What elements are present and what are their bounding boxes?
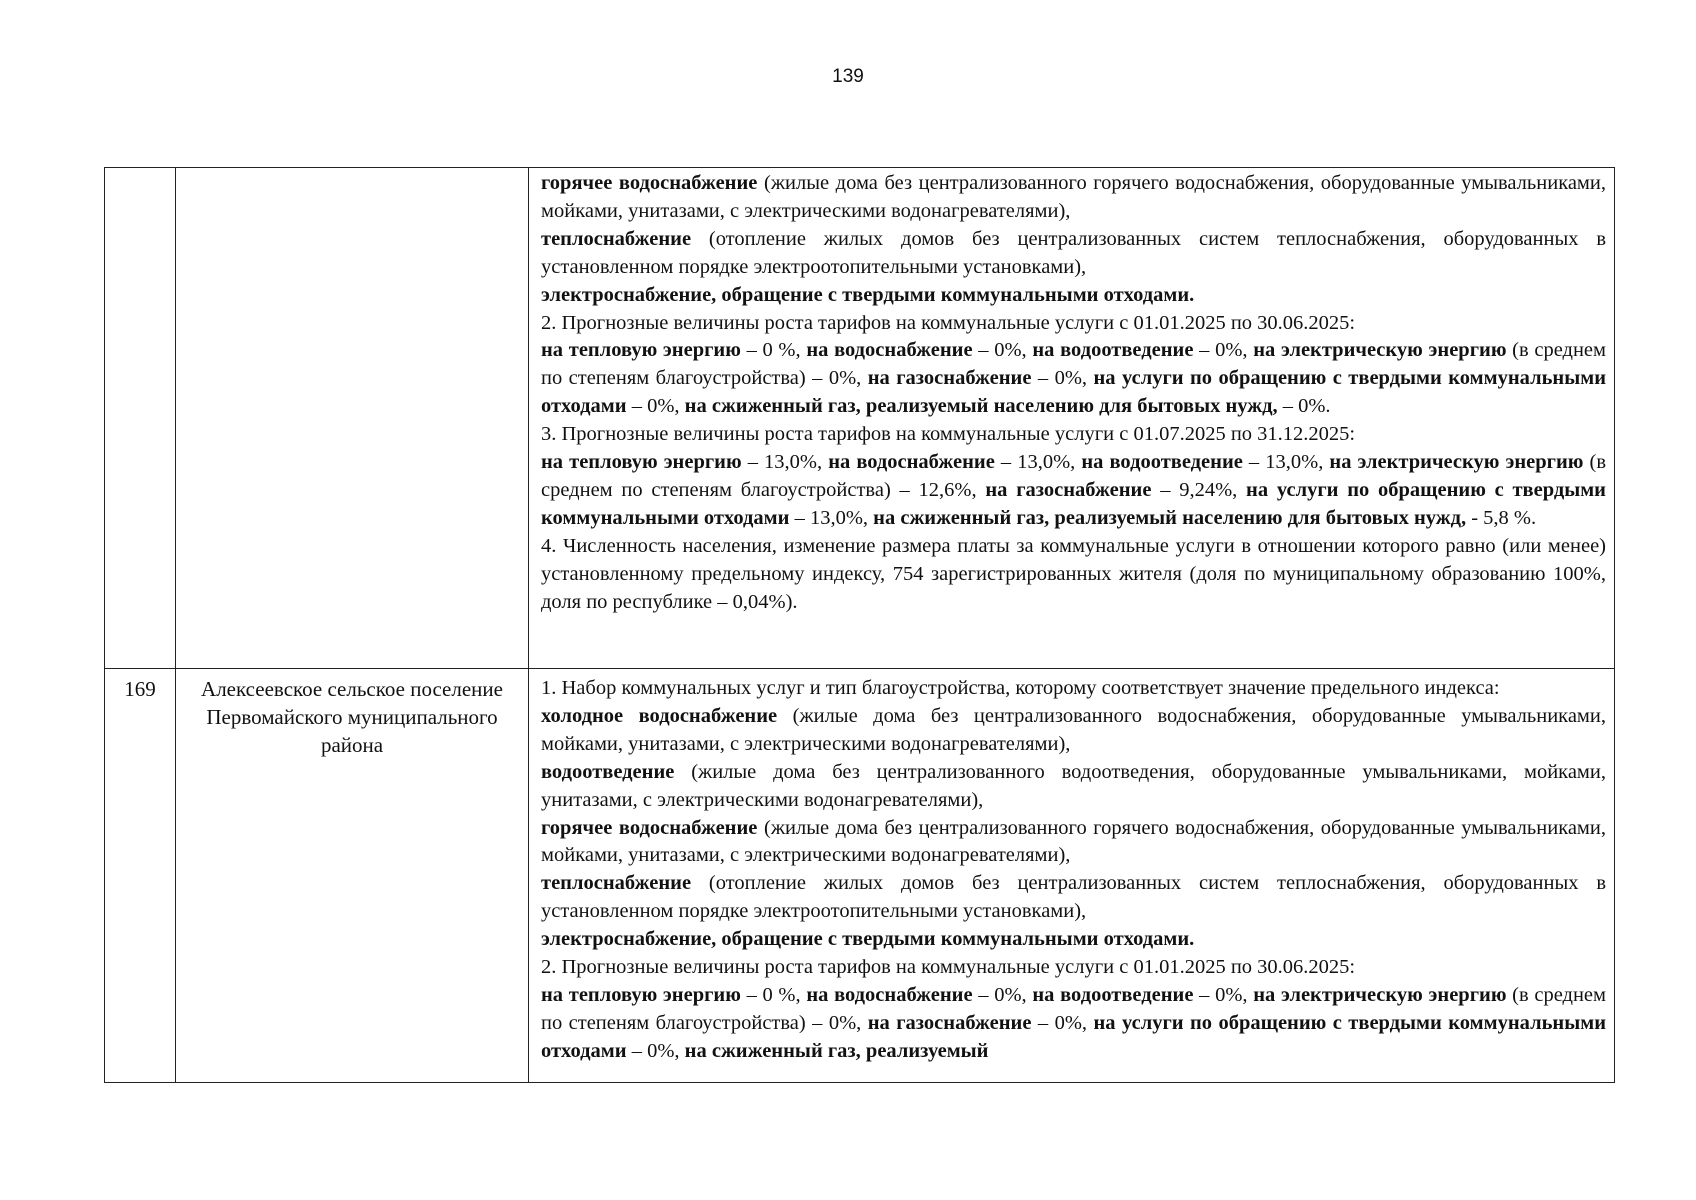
bold-text: на водоотведение [1032, 983, 1194, 1006]
description-paragraph [541, 533, 1606, 617]
page-number: 139 [832, 66, 864, 87]
description-paragraph [541, 759, 1606, 815]
text-run: – 0%, [1193, 983, 1254, 1006]
text-run: – 0%, [972, 339, 1033, 362]
tariff-table [104, 167, 1615, 1083]
text-run: 2. Прогнозные величины роста тарифов на коммунальные услуги с 01.01.2025 по 30.06.2025: [541, 311, 1356, 334]
text-run: (в среднем по степеням благоустройства) – 0%, [541, 983, 1606, 1034]
bold-text: водоотведение [541, 760, 675, 783]
bold-text: на электрическую энергию [1329, 451, 1584, 474]
bold-text: на сжиженный газ, реализуемый населению для бытовых нужд, [873, 506, 1467, 529]
bold-text: на водоснабжение [806, 339, 973, 362]
text-run: 2. Прогнозные величины роста тарифов на коммунальные услуги с 01.01.2025 по 30.06.2025: [541, 956, 1356, 979]
bold-text: на тепловую энергию [541, 451, 742, 474]
bold-text: на водоснабжение [806, 983, 973, 1006]
bold-text: электроснабжение, обращение с твердыми коммунальными отходами. [541, 928, 1195, 951]
bold-text: на сжиженный газ, реализуемый населению для бытовых нужд, [684, 395, 1278, 418]
text-run: – 13,0%, [741, 451, 829, 474]
text-run: – 0%, [626, 1039, 685, 1062]
bold-text: на услуги по обращению с твердыми коммунальными отходами [541, 367, 1607, 418]
text-run: (жилые дома без централизованного водоснабжения, оборудованные умывальниками, мойками, унитазами, с электрическими водонагревателями), [541, 704, 1606, 755]
text-run: 4. Численность населения, изменение размера платы за коммунальные услуги в отношении которого равно (или менее) установленному предельному индексу, 754 зарегистрированных жителя (доля по муниципальному образованию 100%, доля по республике – 0,04%). [541, 534, 1606, 613]
tariff-description [529, 669, 1615, 1083]
text-run: (в среднем по степеням благоустройства) – 12,6%, [541, 451, 1606, 501]
text-run: (жилые дома без централизованного горячего водоснабжения, оборудованные умывальниками, мойками, унитазами, с электрическими водонагревателями), [541, 172, 1607, 222]
text-run: (отопление жилых домов без централизованных систем теплоснабжения, оборудованных в установленном порядке электроотопительными установками), [541, 872, 1606, 923]
text-run: – 0%, [626, 395, 685, 418]
description-paragraph [541, 449, 1606, 533]
text-run: – 0%. [1277, 395, 1331, 418]
bold-text: на сжиженный газ, реализуемый [684, 1039, 989, 1062]
table-row [105, 168, 1615, 669]
tariff-description [529, 168, 1615, 669]
description-paragraph [541, 926, 1606, 954]
description-paragraph [541, 703, 1606, 759]
description-paragraph [541, 675, 1606, 703]
table-row [105, 669, 1615, 1083]
description-paragraph [541, 421, 1606, 449]
description-paragraph [541, 226, 1606, 282]
text-run: – 0 %, [740, 983, 807, 1006]
bold-text: на тепловую энергию [541, 339, 741, 362]
text-run: – 0 %, [740, 339, 807, 362]
text-run: – 0%, [1031, 1011, 1094, 1034]
description-paragraph [541, 337, 1606, 421]
bold-text: на газоснабжение [867, 1011, 1032, 1034]
bold-text: на водоснабжение [828, 451, 995, 474]
municipality-name: Алексеевское сельское поселение Первомайского муниципального района [176, 669, 529, 1083]
text-run: – 13,0%, [994, 451, 1082, 474]
description-paragraph [541, 954, 1606, 982]
description-paragraph [541, 815, 1606, 871]
bold-text: на водоотведение [1081, 451, 1243, 474]
description-paragraph [541, 870, 1606, 926]
text-run: – 13,0%, [1242, 451, 1330, 474]
text-run: – 0%, [972, 983, 1033, 1006]
bold-text: на тепловую энергию [541, 983, 741, 1006]
text-run: - 5,8 %. [1466, 506, 1537, 529]
text-run: – 13,0%, [789, 506, 874, 529]
bold-text: электроснабжение, обращение с твердыми коммунальными отходами. [541, 283, 1195, 306]
bold-text: теплоснабжение [541, 872, 692, 895]
text-run: (жилые дома без централизованного горячего водоснабжения, оборудованные умывальниками, мойками, унитазами, с электрическими водонагревателями), [541, 816, 1606, 867]
description-paragraph [541, 982, 1606, 1066]
text-run: (в среднем по степеням благоустройства) – 0%, [541, 339, 1607, 390]
text-run: 3. Прогнозные величины роста тарифов на коммунальные услуги с 01.07.2025 по 31.12.2025: [541, 423, 1356, 446]
description-paragraph [541, 310, 1606, 338]
bold-text: горячее водоснабжение [541, 172, 758, 194]
bold-text: теплоснабжение [541, 227, 692, 250]
bold-text: на газоснабжение [985, 478, 1152, 501]
bold-text: на электрическую энергию [1253, 983, 1507, 1006]
text-run: – 0%, [1031, 367, 1094, 390]
row-number: 169 [105, 669, 176, 1083]
bold-text: на газоснабжение [867, 367, 1032, 390]
text-run: – 0%, [1193, 339, 1254, 362]
bold-text: горячее водоснабжение [541, 816, 758, 839]
text-run: – 9,24%, [1151, 478, 1247, 501]
description-body [541, 170, 1606, 617]
bold-text: на водоотведение [1032, 339, 1194, 362]
text-run: (отопление жилых домов без централизованных систем теплоснабжения, оборудованных в установленном порядке электроотопительными установками), [541, 227, 1606, 278]
bold-text: на услуги по обращению с твердыми коммунальными отходами [541, 1011, 1606, 1062]
bold-text: на электрическую энергию [1253, 339, 1507, 362]
bold-text: холодное водоснабжение [541, 704, 778, 727]
municipality-name [176, 168, 529, 669]
description-body [541, 675, 1606, 1082]
description-paragraph [541, 170, 1606, 226]
text-run: (жилые дома без централизованного водоотведения, оборудованные умывальниками, мойками, унитазами, с электрическими водонагревателями), [541, 760, 1606, 811]
description-paragraph [541, 282, 1606, 310]
bold-text: на услуги по обращению с твердыми коммунальными отходами [541, 478, 1606, 529]
text-run: 1. Набор коммунальных услуг и тип благоустройства, которому соответствует значение предельного индекса: [541, 677, 1500, 699]
row-number [105, 168, 176, 669]
